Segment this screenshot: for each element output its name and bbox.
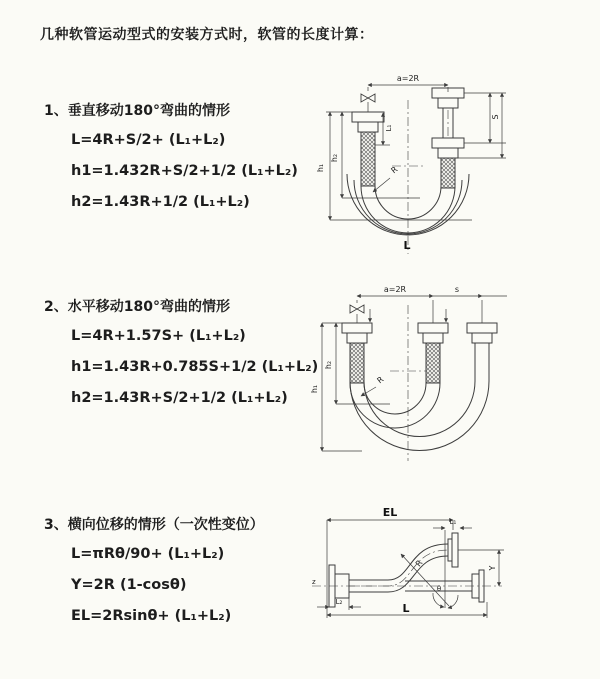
hose-end-fitting-left — [342, 323, 372, 383]
diagram-vertical-180-bend — [310, 68, 600, 262]
radius-annotation — [401, 554, 449, 606]
dimension-el — [327, 506, 453, 618]
label-a-2r: a=2R — [396, 74, 420, 83]
hose-end-fitting-right — [432, 88, 464, 188]
dimension-l — [327, 602, 487, 618]
section-lateral-displacement — [44, 514, 319, 632]
label-s: s — [454, 285, 460, 294]
label-el: EL — [382, 506, 398, 519]
formula-s3-l: L=πRθ/90+ (L₁+L₂) — [71, 546, 225, 562]
label-r: R — [389, 164, 400, 176]
flange-displaced-top-right — [448, 533, 458, 567]
label-r: R — [413, 558, 425, 569]
label-s: S — [491, 114, 500, 120]
label-h2: h₂ — [324, 360, 333, 370]
section-3-heading: 3、横向位移的情形（一次性变位） — [44, 517, 264, 533]
label-r: R — [375, 374, 386, 386]
label-a-2r: a=2R — [383, 285, 407, 294]
dimension-l1-top — [433, 518, 472, 528]
valve-icon — [361, 94, 375, 112]
section-2-heading: 2、水平移动180°弯曲的情形 — [44, 299, 230, 315]
label-total-length: L — [402, 602, 410, 615]
label-l1: L₁ — [449, 518, 457, 526]
label-l2: L₂ — [335, 598, 343, 606]
section-1-heading: 1、垂直移动180°弯曲的情形 — [44, 103, 230, 119]
centerlines — [392, 100, 448, 254]
formula-s3-el: EL=2Rsinθ+ (L₁+L₂) — [71, 608, 232, 624]
section-vertical-movement — [44, 100, 319, 218]
formula-s1-l: L=4R+S/2+ (L₁+L₂) — [71, 132, 226, 148]
hose-u-bend-both-positions — [350, 381, 489, 451]
label-h1: h₁ — [310, 384, 319, 394]
axis-marker-z: z — [312, 578, 316, 586]
formula-s1-h2: h2=1.43R+1/2 (L₁+L₂) — [71, 194, 250, 210]
label-h2: h₂ — [330, 153, 339, 163]
diagram-lateral-displacement — [300, 500, 600, 679]
angle-theta-annotation — [433, 585, 458, 608]
hose-end-fitting-middle — [418, 323, 448, 383]
label-theta: θ — [436, 585, 442, 593]
formula-s1-h1: h1=1.432R+S/2+1/2 (L₁+L₂) — [71, 163, 298, 179]
radius-annotation — [373, 165, 400, 192]
label-l1: L₁ — [385, 124, 393, 132]
hose-s-curve — [349, 544, 448, 592]
label-y: Y — [488, 565, 497, 571]
dimension-a-2r-and-s — [357, 285, 507, 323]
hose-end-fitting-left — [352, 112, 384, 186]
formula-s2-h2: h2=1.43R+S/2+1/2 (L₁+L₂) — [71, 390, 288, 406]
formula-s2-l: L=4R+1.57S+ (L₁+L₂) — [71, 328, 246, 344]
centerlines — [390, 305, 426, 461]
diagram-horizontal-180-bend — [310, 283, 600, 472]
formula-s2-h1: h1=1.43R+0.785S+1/2 (L₁+L₂) — [71, 359, 319, 375]
dimension-l2-bottom-left — [317, 596, 361, 610]
formula-s3-y: Y=2R (1-cosθ) — [71, 577, 187, 593]
dimension-a-2r — [368, 74, 448, 92]
label-h1: h₁ — [316, 163, 325, 173]
section-horizontal-movement — [44, 296, 319, 414]
page-title: 几种软管运动型式的安装方式时，软管的长度计算： — [40, 27, 374, 43]
label-total-length: L — [403, 239, 411, 252]
hose-end-fitting-right-displaced — [467, 323, 497, 381]
valve-icon — [350, 305, 364, 323]
